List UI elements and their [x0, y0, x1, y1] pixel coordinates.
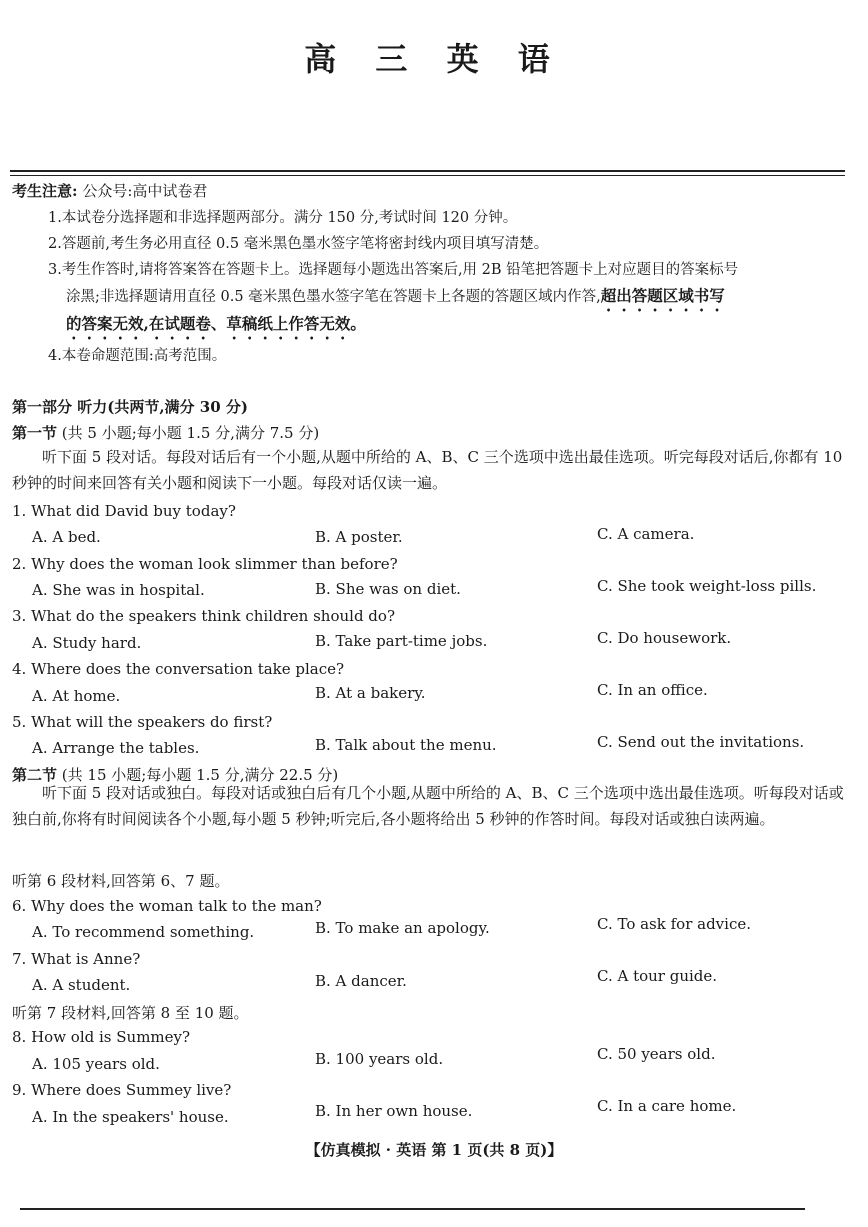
listen-material-6: 听第 6 段材料,回答第 6、7 题。 [12, 872, 230, 890]
notice-item-3: 3.考生作答时,请将答案答在答题卡上。选择题每小题选出答案后,用 2B 铅笔把答题卡上对应题目的答案标号 [48, 262, 739, 278]
question-8: 8. How old is Summey? [12, 1028, 191, 1046]
section2-label: 第二节 [12, 766, 58, 784]
q7-option-c: C. A tour guide. [597, 967, 718, 985]
notice-item-4: 4.本卷命题范围:高考范围。 [48, 348, 227, 364]
q2-option-a: A. She was in hospital. [32, 581, 205, 599]
listen-material-7: 听第 7 段材料,回答第 8 至 10 题。 [12, 1004, 249, 1022]
q8-option-c: C. 50 years old. [597, 1045, 716, 1063]
header-rule-thin [10, 175, 845, 176]
question-5: 5. What will the speakers do first? [12, 713, 273, 731]
q9-option-a: A. In the speakers' house. [32, 1108, 229, 1126]
question-9: 9. Where does Summey live? [12, 1081, 232, 1099]
q6-option-c: C. To ask for advice. [597, 915, 751, 933]
question-7: 7. What is Anne? [12, 950, 141, 968]
q3-option-c: C. Do housework. [597, 629, 732, 647]
part1-heading: 第一部分 听力(共两节,满分 30 分) [12, 398, 248, 416]
page-title: 高 三 英 语 [304, 40, 564, 78]
notice-account: 公众号:高中试卷君 [82, 182, 208, 200]
q4-option-a: A. At home. [32, 687, 121, 705]
header-rule-thick [10, 170, 845, 172]
q9-option-b: B. In her own house. [315, 1102, 473, 1120]
section1-instructions: 听下面 5 段对话。每段对话后有一个小题,从题中所给的 A、B、C 三个选项中选出最佳选项。听完每段对话后,你都有 10 秒钟的时间来回答有关小题和阅读下一小题。每段对话仅读一遍。 [12, 448, 843, 492]
q1-option-c: C. A camera. [597, 525, 695, 543]
footer-rule [20, 1208, 805, 1210]
notice-heading-line [12, 180, 207, 201]
q1-option-a: A. A bed. [32, 528, 101, 546]
question-3: 3. What do the speakers think children should do? [12, 607, 395, 625]
section1-heading [12, 422, 319, 443]
notice-item-3-emphasis-2: 的答案无效,在试题卷、草稿纸上作答无效。 [66, 314, 366, 333]
q6-option-b: B. To make an apology. [315, 919, 490, 937]
q8-option-a: A. 105 years old. [32, 1055, 160, 1073]
notice-item-3-emphasis-1: 超出答题区域书写 [600, 286, 725, 305]
q7-option-a: A. A student. [32, 976, 131, 994]
q9-option-c: C. In a care home. [597, 1097, 737, 1115]
question-1: 1. What did David buy today? [12, 502, 236, 520]
q6-option-a: A. To recommend something. [32, 923, 255, 941]
q4-option-b: B. At a bakery. [315, 684, 426, 702]
section1-info: (共 5 小题;每小题 1.5 分,满分 7.5 分) [61, 424, 320, 442]
notice-item-2: 2.答题前,考生务必用直径 0.5 毫米黑色墨水签字笔将密封线内项目填写清楚。 [48, 236, 549, 252]
q3-option-a: A. Study hard. [32, 634, 142, 652]
question-6: 6. Why does the woman talk to the man? [12, 897, 322, 915]
q4-option-c: C. In an office. [597, 681, 708, 699]
section2-info: (共 15 小题;每小题 1.5 分,满分 22.5 分) [61, 766, 339, 784]
section2-instructions: 听下面 5 段对话或独白。每段对话或独白后有几个小题,从题中所给的 A、B、C 三个选项中选出最佳选项。听每段对话或独白前,你将有时间阅读各个小题,每小题 5 秒钟;听完后,各小题将给出 5 秒钟的作答时间。每段对话或独白读两遍。 [12, 784, 844, 828]
page-footer: 【仿真模拟 · 英语 第 1 页(共 8 页)】 [305, 1141, 563, 1159]
notice-item-3-cont-2 [66, 312, 366, 343]
question-2: 2. Why does the woman look slimmer than before? [12, 555, 398, 573]
notice-heading: 考生注意: [12, 182, 78, 200]
q5-option-c: C. Send out the invitations. [597, 733, 805, 751]
q5-option-a: A. Arrange the tables. [32, 739, 200, 757]
q2-option-c: C. She took weight-loss pills. [597, 577, 817, 595]
q5-option-b: B. Talk about the menu. [315, 736, 497, 754]
notice-item-3-plain: 涂黑;非选择题请用直径 0.5 毫米黑色墨水签字笔在答题卡上各题的答题区域内作答, [66, 289, 601, 305]
q8-option-b: B. 100 years old. [315, 1050, 444, 1068]
section1-label: 第一节 [12, 424, 58, 442]
question-4: 4. Where does the conversation take place? [12, 660, 345, 678]
q1-option-b: B. A poster. [315, 528, 403, 546]
notice-item-1: 1.本试卷分选择题和非选择题两部分。满分 150 分,考试时间 120 分钟。 [48, 210, 518, 226]
q7-option-b: B. A dancer. [315, 972, 407, 990]
q2-option-b: B. She was on diet. [315, 580, 461, 598]
notice-item-3-cont-1 [66, 284, 725, 315]
q3-option-b: B. Take part-time jobs. [315, 632, 488, 650]
